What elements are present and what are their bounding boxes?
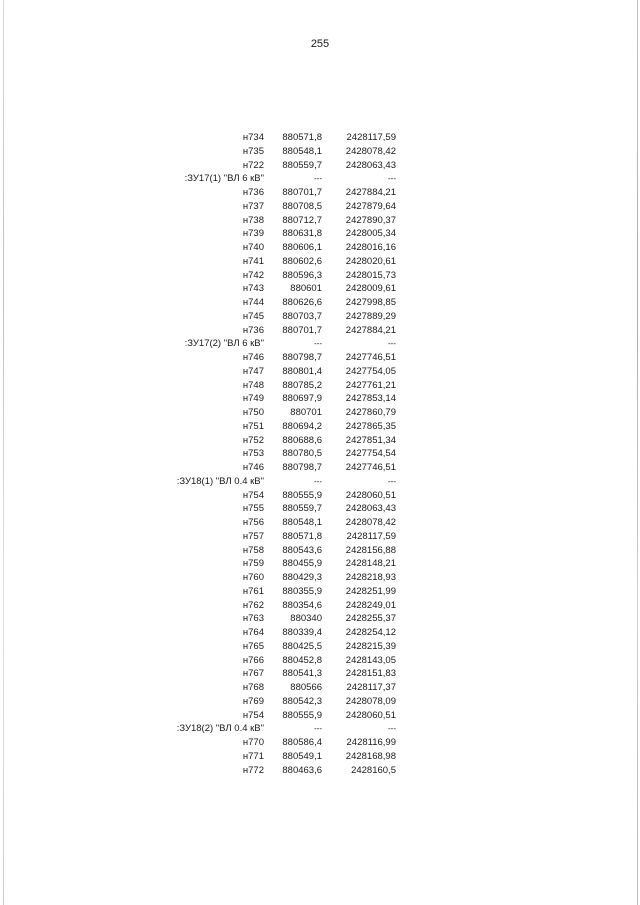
point-name-cell: :ЗУ18(2) "ВЛ 0.4 кВ" bbox=[176, 723, 264, 735]
x-coordinate-cell: 880601 bbox=[290, 283, 322, 295]
table-row bbox=[160, 159, 396, 173]
point-name-cell: н772 bbox=[242, 764, 264, 776]
y-coordinate-cell: 2428020,61 bbox=[345, 255, 396, 267]
point-name-cell: н753 bbox=[242, 448, 264, 460]
point-name-cell: н742 bbox=[242, 269, 264, 281]
point-name-cell: н756 bbox=[242, 517, 264, 528]
y-coordinate-cell: 2428148,21 bbox=[345, 558, 396, 570]
point-name-cell: н763 bbox=[242, 613, 264, 625]
x-coordinate-cell: 880548,1 bbox=[282, 517, 322, 528]
point-name-cell: :ЗУ18(1) "ВЛ 0.4 кВ" bbox=[176, 475, 264, 487]
x-coordinate-cell: 880452,8 bbox=[282, 654, 322, 666]
point-name-cell: н770 bbox=[242, 737, 264, 748]
y-coordinate-cell: 2428117,59 bbox=[346, 132, 396, 143]
point-name-cell: н738 bbox=[242, 214, 264, 226]
y-coordinate-cell: 2428218,93 bbox=[345, 572, 396, 583]
point-name-cell: н771 bbox=[242, 750, 264, 762]
x-coordinate-cell: 880703,7 bbox=[282, 310, 322, 322]
table-row bbox=[160, 736, 396, 750]
table-row bbox=[160, 406, 396, 420]
point-name-cell: н754 bbox=[242, 489, 264, 501]
point-name-cell: н762 bbox=[242, 599, 264, 611]
y-coordinate-cell: 2427754,54 bbox=[345, 448, 396, 460]
y-coordinate-cell: 2427884,21 bbox=[345, 324, 396, 336]
y-coordinate-cell: 2428156,88 bbox=[345, 544, 396, 556]
y-coordinate-cell: 2427998,85 bbox=[345, 297, 396, 308]
point-name-cell: н757 bbox=[242, 530, 264, 542]
point-name-cell: н754 bbox=[242, 709, 264, 721]
point-name-cell: н764 bbox=[242, 627, 264, 638]
point-name-cell: н745 bbox=[242, 310, 264, 322]
y-coordinate-cell: 2428060,51 bbox=[345, 489, 396, 501]
x-coordinate-cell: 880425,5 bbox=[282, 640, 322, 652]
point-name-cell: н737 bbox=[242, 200, 264, 212]
y-coordinate-cell: 2428255,37 bbox=[345, 613, 396, 625]
section-header-row bbox=[160, 337, 396, 351]
x-coordinate-cell: 880798,7 bbox=[282, 352, 322, 363]
y-coordinate-cell: 2428117,59 bbox=[346, 530, 396, 542]
table-row bbox=[160, 392, 396, 406]
point-name-cell: н736 bbox=[242, 187, 264, 198]
y-coordinate-cell: 2428063,43 bbox=[345, 503, 396, 515]
table-row bbox=[160, 145, 396, 159]
table-row bbox=[160, 200, 396, 214]
x-coordinate-cell: --- bbox=[314, 339, 322, 349]
point-name-cell: н760 bbox=[242, 572, 264, 583]
x-coordinate-cell: 880566 bbox=[290, 682, 322, 693]
y-coordinate-cell: 2427851,34 bbox=[345, 434, 396, 446]
table-row bbox=[160, 214, 396, 228]
point-name-cell: н765 bbox=[242, 640, 264, 652]
y-coordinate-cell: 2427889,29 bbox=[345, 310, 396, 322]
table-row bbox=[160, 282, 396, 296]
point-name-cell: н735 bbox=[242, 145, 264, 157]
table-row bbox=[160, 186, 396, 200]
section-header-row bbox=[160, 475, 396, 489]
x-coordinate-cell: --- bbox=[314, 724, 322, 734]
y-coordinate-cell: 2428254,12 bbox=[345, 627, 396, 638]
y-coordinate-cell: 2428005,34 bbox=[345, 228, 396, 240]
x-coordinate-cell: 880602,6 bbox=[282, 255, 322, 267]
point-name-cell: н767 bbox=[242, 668, 264, 680]
x-coordinate-cell: 880701 bbox=[290, 407, 322, 418]
y-coordinate-cell: 2428009,61 bbox=[345, 283, 396, 295]
x-coordinate-cell: 880340 bbox=[290, 613, 322, 625]
point-name-cell: н748 bbox=[242, 379, 264, 391]
x-coordinate-cell: 880571,8 bbox=[282, 132, 322, 143]
point-name-cell: н747 bbox=[242, 365, 264, 377]
table-row bbox=[160, 296, 396, 310]
x-coordinate-cell: 880801,4 bbox=[282, 365, 322, 377]
y-coordinate-cell: 2428143,05 bbox=[345, 654, 396, 666]
point-name-cell: н751 bbox=[242, 420, 264, 432]
point-name-cell: н734 bbox=[242, 132, 264, 143]
point-name-cell: н740 bbox=[242, 242, 264, 253]
x-coordinate-cell: 880429,3 bbox=[282, 572, 322, 583]
y-coordinate-cell: --- bbox=[388, 339, 396, 349]
table-row bbox=[160, 255, 396, 269]
x-coordinate-cell: 880596,3 bbox=[282, 269, 322, 281]
table-row bbox=[160, 365, 396, 379]
point-name-cell: н744 bbox=[242, 297, 264, 308]
section-header-row bbox=[160, 722, 396, 736]
point-name-cell: н755 bbox=[242, 503, 264, 515]
y-coordinate-cell: 2427865,35 bbox=[345, 420, 396, 432]
x-coordinate-cell: 880455,9 bbox=[282, 558, 322, 570]
table-row bbox=[160, 310, 396, 324]
table-row bbox=[160, 654, 396, 668]
x-coordinate-cell: 880463,6 bbox=[282, 764, 322, 776]
point-name-cell: :ЗУ17(1) "ВЛ 6 кВ" bbox=[184, 173, 264, 185]
table-row bbox=[160, 695, 396, 709]
y-coordinate-cell: 2427879,64 bbox=[345, 200, 396, 212]
table-row bbox=[160, 351, 396, 365]
table-row bbox=[160, 324, 396, 338]
y-coordinate-cell: --- bbox=[388, 724, 396, 734]
page-number: 255 bbox=[310, 38, 330, 50]
scan-edge-right bbox=[637, 0, 638, 905]
x-coordinate-cell: 880555,9 bbox=[282, 489, 322, 501]
x-coordinate-cell: 880541,3 bbox=[282, 668, 322, 680]
point-name-cell: н746 bbox=[242, 462, 264, 473]
point-name-cell: н761 bbox=[242, 585, 264, 597]
y-coordinate-cell: 2428015,73 bbox=[345, 269, 396, 281]
y-coordinate-cell: 2428249,01 bbox=[345, 599, 396, 611]
x-coordinate-cell: 880559,7 bbox=[282, 503, 322, 515]
x-coordinate-cell: --- bbox=[314, 476, 322, 486]
point-name-cell: н736 bbox=[242, 324, 264, 336]
x-coordinate-cell: 880701,7 bbox=[282, 324, 322, 336]
coordinates-table-body bbox=[160, 131, 396, 777]
table-row bbox=[160, 489, 396, 503]
x-coordinate-cell: --- bbox=[314, 174, 322, 184]
x-coordinate-cell: 880548,1 bbox=[282, 145, 322, 157]
scan-edge-left bbox=[3, 0, 4, 905]
table-row bbox=[160, 379, 396, 393]
y-coordinate-cell: 2427754,05 bbox=[345, 365, 396, 377]
table-row bbox=[160, 227, 396, 241]
x-coordinate-cell: 880688,6 bbox=[282, 434, 322, 446]
table-row bbox=[160, 420, 396, 434]
table-row bbox=[160, 750, 396, 764]
point-name-cell: н749 bbox=[242, 393, 264, 405]
table-row bbox=[160, 709, 396, 723]
y-coordinate-cell: --- bbox=[388, 174, 396, 184]
y-coordinate-cell: 2428063,43 bbox=[345, 159, 396, 171]
table-row bbox=[160, 599, 396, 613]
point-name-cell: н768 bbox=[242, 682, 264, 693]
y-coordinate-cell: 2428160,5 bbox=[351, 764, 396, 776]
x-coordinate-cell: 880549,1 bbox=[282, 750, 322, 762]
table-row bbox=[160, 461, 396, 475]
table-row bbox=[160, 131, 396, 145]
point-name-cell: н739 bbox=[242, 228, 264, 240]
y-coordinate-cell: 2428251,99 bbox=[345, 585, 396, 597]
section-header-row bbox=[160, 172, 396, 186]
y-coordinate-cell: 2427761,21 bbox=[345, 379, 396, 391]
point-name-cell: :ЗУ17(2) "ВЛ 6 кВ" bbox=[184, 338, 264, 350]
x-coordinate-cell: 880712,7 bbox=[282, 214, 322, 226]
table-row bbox=[160, 585, 396, 599]
y-coordinate-cell: 2428016,16 bbox=[345, 242, 396, 253]
point-name-cell: н750 bbox=[242, 407, 264, 418]
table-row bbox=[160, 640, 396, 654]
x-coordinate-cell: 880339,4 bbox=[282, 627, 322, 638]
y-coordinate-cell: 2427890,37 bbox=[345, 214, 396, 226]
x-coordinate-cell: 880354,6 bbox=[282, 599, 322, 611]
x-coordinate-cell: 880543,6 bbox=[282, 544, 322, 556]
x-coordinate-cell: 880780,5 bbox=[282, 448, 322, 460]
point-name-cell: н722 bbox=[242, 159, 264, 171]
table-row bbox=[160, 681, 396, 695]
point-name-cell: н741 bbox=[242, 255, 264, 267]
x-coordinate-cell: 880571,8 bbox=[282, 530, 322, 542]
y-coordinate-cell: 2428117,37 bbox=[346, 682, 396, 693]
table-row bbox=[160, 241, 396, 255]
x-coordinate-cell: 880697,9 bbox=[282, 393, 322, 405]
x-coordinate-cell: 880798,7 bbox=[282, 462, 322, 473]
y-coordinate-cell: 2427746,51 bbox=[345, 352, 396, 363]
y-coordinate-cell: 2428215,39 bbox=[345, 640, 396, 652]
point-name-cell: н758 bbox=[242, 544, 264, 556]
y-coordinate-cell: 2428078,42 bbox=[345, 517, 396, 528]
point-name-cell: н759 bbox=[242, 558, 264, 570]
table-row bbox=[160, 530, 396, 544]
y-coordinate-cell: 2428078,42 bbox=[345, 145, 396, 157]
y-coordinate-cell: 2428078,09 bbox=[345, 695, 396, 707]
table-row bbox=[160, 269, 396, 283]
table-row bbox=[160, 612, 396, 626]
y-coordinate-cell: 2427853,14 bbox=[345, 393, 396, 405]
x-coordinate-cell: 880542,3 bbox=[282, 695, 322, 707]
coordinates-table bbox=[160, 131, 396, 777]
x-coordinate-cell: 880631,8 bbox=[282, 228, 322, 240]
x-coordinate-cell: 880606,1 bbox=[282, 242, 322, 253]
table-row bbox=[160, 502, 396, 516]
table-row bbox=[160, 571, 396, 585]
point-name-cell: н752 bbox=[242, 434, 264, 446]
x-coordinate-cell: 880355,9 bbox=[282, 585, 322, 597]
y-coordinate-cell: 2428116,99 bbox=[346, 737, 396, 748]
x-coordinate-cell: 880785,2 bbox=[282, 379, 322, 391]
y-coordinate-cell: 2428151,83 bbox=[345, 668, 396, 680]
y-coordinate-cell: 2427860,79 bbox=[345, 407, 396, 418]
table-row bbox=[160, 447, 396, 461]
table-row bbox=[160, 764, 396, 778]
table-row bbox=[160, 626, 396, 640]
x-coordinate-cell: 880701,7 bbox=[282, 187, 322, 198]
x-coordinate-cell: 880586,4 bbox=[282, 737, 322, 748]
y-coordinate-cell: --- bbox=[388, 476, 396, 486]
table-row bbox=[160, 516, 396, 530]
x-coordinate-cell: 880694,2 bbox=[282, 420, 322, 432]
table-row bbox=[160, 667, 396, 681]
y-coordinate-cell: 2427746,51 bbox=[345, 462, 396, 473]
x-coordinate-cell: 880555,9 bbox=[282, 709, 322, 721]
point-name-cell: н746 bbox=[242, 352, 264, 363]
point-name-cell: н769 bbox=[242, 695, 264, 707]
y-coordinate-cell: 2428060,51 bbox=[345, 709, 396, 721]
y-coordinate-cell: 2427884,21 bbox=[345, 187, 396, 198]
table-row bbox=[160, 434, 396, 448]
table-row bbox=[160, 544, 396, 558]
point-name-cell: н766 bbox=[242, 654, 264, 666]
y-coordinate-cell: 2428168,98 bbox=[345, 750, 396, 762]
x-coordinate-cell: 880708,5 bbox=[282, 200, 322, 212]
table-row bbox=[160, 557, 396, 571]
point-name-cell: н743 bbox=[242, 283, 264, 295]
x-coordinate-cell: 880626,6 bbox=[282, 297, 322, 308]
x-coordinate-cell: 880559,7 bbox=[282, 159, 322, 171]
